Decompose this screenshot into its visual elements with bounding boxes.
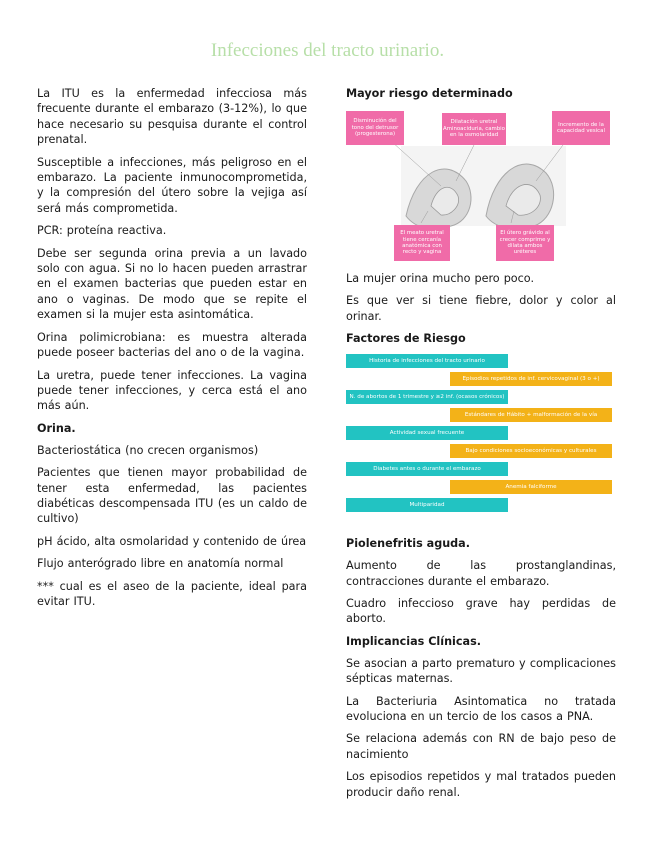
paragraph-sample: Debe ser segunda orina previa a un lavado solo con agua. Si no lo hacen pueden arrastrar en el examen bacterias que pueden estar en ano o vaginas. De modo que se repite el examen si la mujer esta asintomática. (37, 246, 307, 322)
paragraph-aseo: *** cual es el aseo de la paciente, ideal para evitar ITU. (37, 579, 307, 608)
paragraph-ph: pH ácido, alta osmolaridad y contenido de úrea (37, 534, 307, 548)
paragraph-orina-poco: La mujer orina mucho pero poco. (346, 272, 535, 285)
paragraph-itu-prevalence: La ITU es la enfermedad infecciosa más frecuente durante el embarazo (3-12%), lo que hace necesario su pesquisa durante el control prenatal. (37, 87, 307, 147)
paragraph-cuadro-infeccioso: Cuadro infeccioso grave hay perdidas de aborto. (346, 597, 616, 626)
heading-pielonefritis: Piolenefritis aguda. (346, 537, 470, 551)
paragraph-flujo: Flujo anterógrado libre en anatomía normal (37, 557, 284, 571)
risk-factor-bar: N. de abortos de 1 trimestre y ≥2 inf. (ocasos crónicos) (346, 390, 508, 404)
figure-box-utero: El útero grávido al crecer comprime y dilata ambos uréteres (496, 225, 554, 261)
paragraph-susceptible: Susceptible a infecciones, más peligroso en el embarazo. La paciente inmunocomprometida, y la compresión del útero sobre la vejiga así será más comprometida. (37, 155, 307, 215)
risk-factor-bar: Actividad sexual frecuente (346, 426, 508, 440)
heading-mayor-riesgo: Mayor riesgo determinado (346, 87, 513, 100)
risk-factor-bar: Historia de infecciones del tracto urinario (346, 354, 508, 368)
paragraph-pcr: PCR: proteína reactiva. (37, 224, 167, 238)
risk-factor-bar: Episodios repetidos de inf. cervicovaginal (3 o +) (450, 372, 612, 386)
risk-factor-bar: Estándares de Hábito + malformación de la vía (450, 408, 612, 422)
paragraph-bacteriostatic: Bacteriostática (no crecen organismos) (37, 443, 259, 457)
risk-factor-bar: Diabetes antes o durante el embarazo (346, 462, 508, 476)
risk-factor-bar: Multiparidad (346, 498, 508, 512)
heading-orina: Orina. (37, 421, 76, 435)
page-title: Infecciones del tracto urinario. (210, 40, 445, 61)
figure-box-meato: El meato uretral tiene cercanía anatómica con recto y vagina (394, 225, 450, 261)
risk-factor-bar: Anemia falciforme (450, 480, 612, 494)
anatomy-figure (346, 111, 616, 261)
paragraph-parto-prematuro: Se asocian a parto prematuro y complicaciones sépticas maternas. (346, 656, 616, 686)
right-column (346, 86, 616, 807)
figure-box-capacidad: Incremento de la capacidad vesical (552, 111, 610, 145)
paragraph-polymicrobial: Orina polimicrobiana: es muestra alterada puede poseer bacterias del ano o de la vagina. (37, 330, 307, 360)
heading-implicancias: Implicancias Clínicas. (346, 634, 481, 648)
paragraph-diabetic: Pacientes que tienen mayor probabilidad de tener esta enfermedad, las pacientes diabéticas descompensada ITU (es un caldo de cultivo) (37, 466, 307, 526)
paragraph-prostaglandinas: Aumento de las prostanglandinas, contracciones durante el embarazo. (346, 559, 616, 588)
figure-box-detrusor: Disminución del tono del detrusor (progesterona) (346, 111, 404, 145)
risk-factor-bar: Bajo condiciones socioeconómicas y culturales (450, 444, 612, 458)
paragraph-dano-renal: Los episodios repetidos y mal tratados pueden producir daño renal. (346, 770, 616, 799)
left-column (37, 86, 307, 616)
risk-factors-diagram (346, 354, 616, 522)
paragraph-uretra: La uretra, puede tener infecciones. La vagina puede tener infecciones, y cerca está el ano más aún. (37, 368, 307, 413)
heading-factores: Factores de Riesgo (346, 332, 466, 346)
paragraph-bajo-peso: Se relaciona además con RN de bajo peso de nacimiento (346, 732, 616, 761)
figure-box-dilatacion: Dilatación uretral Aminoaciduria, cambio en la osmolaridad (442, 113, 506, 145)
paragraph-fiebre: Es que ver si tiene fiebre, dolor y color al orinar. (346, 294, 616, 323)
paragraph-bacteriuria: La Bacteriuria Asintomatica no tratada evoluciona en un tercio de los casos a PNA. (346, 694, 616, 724)
